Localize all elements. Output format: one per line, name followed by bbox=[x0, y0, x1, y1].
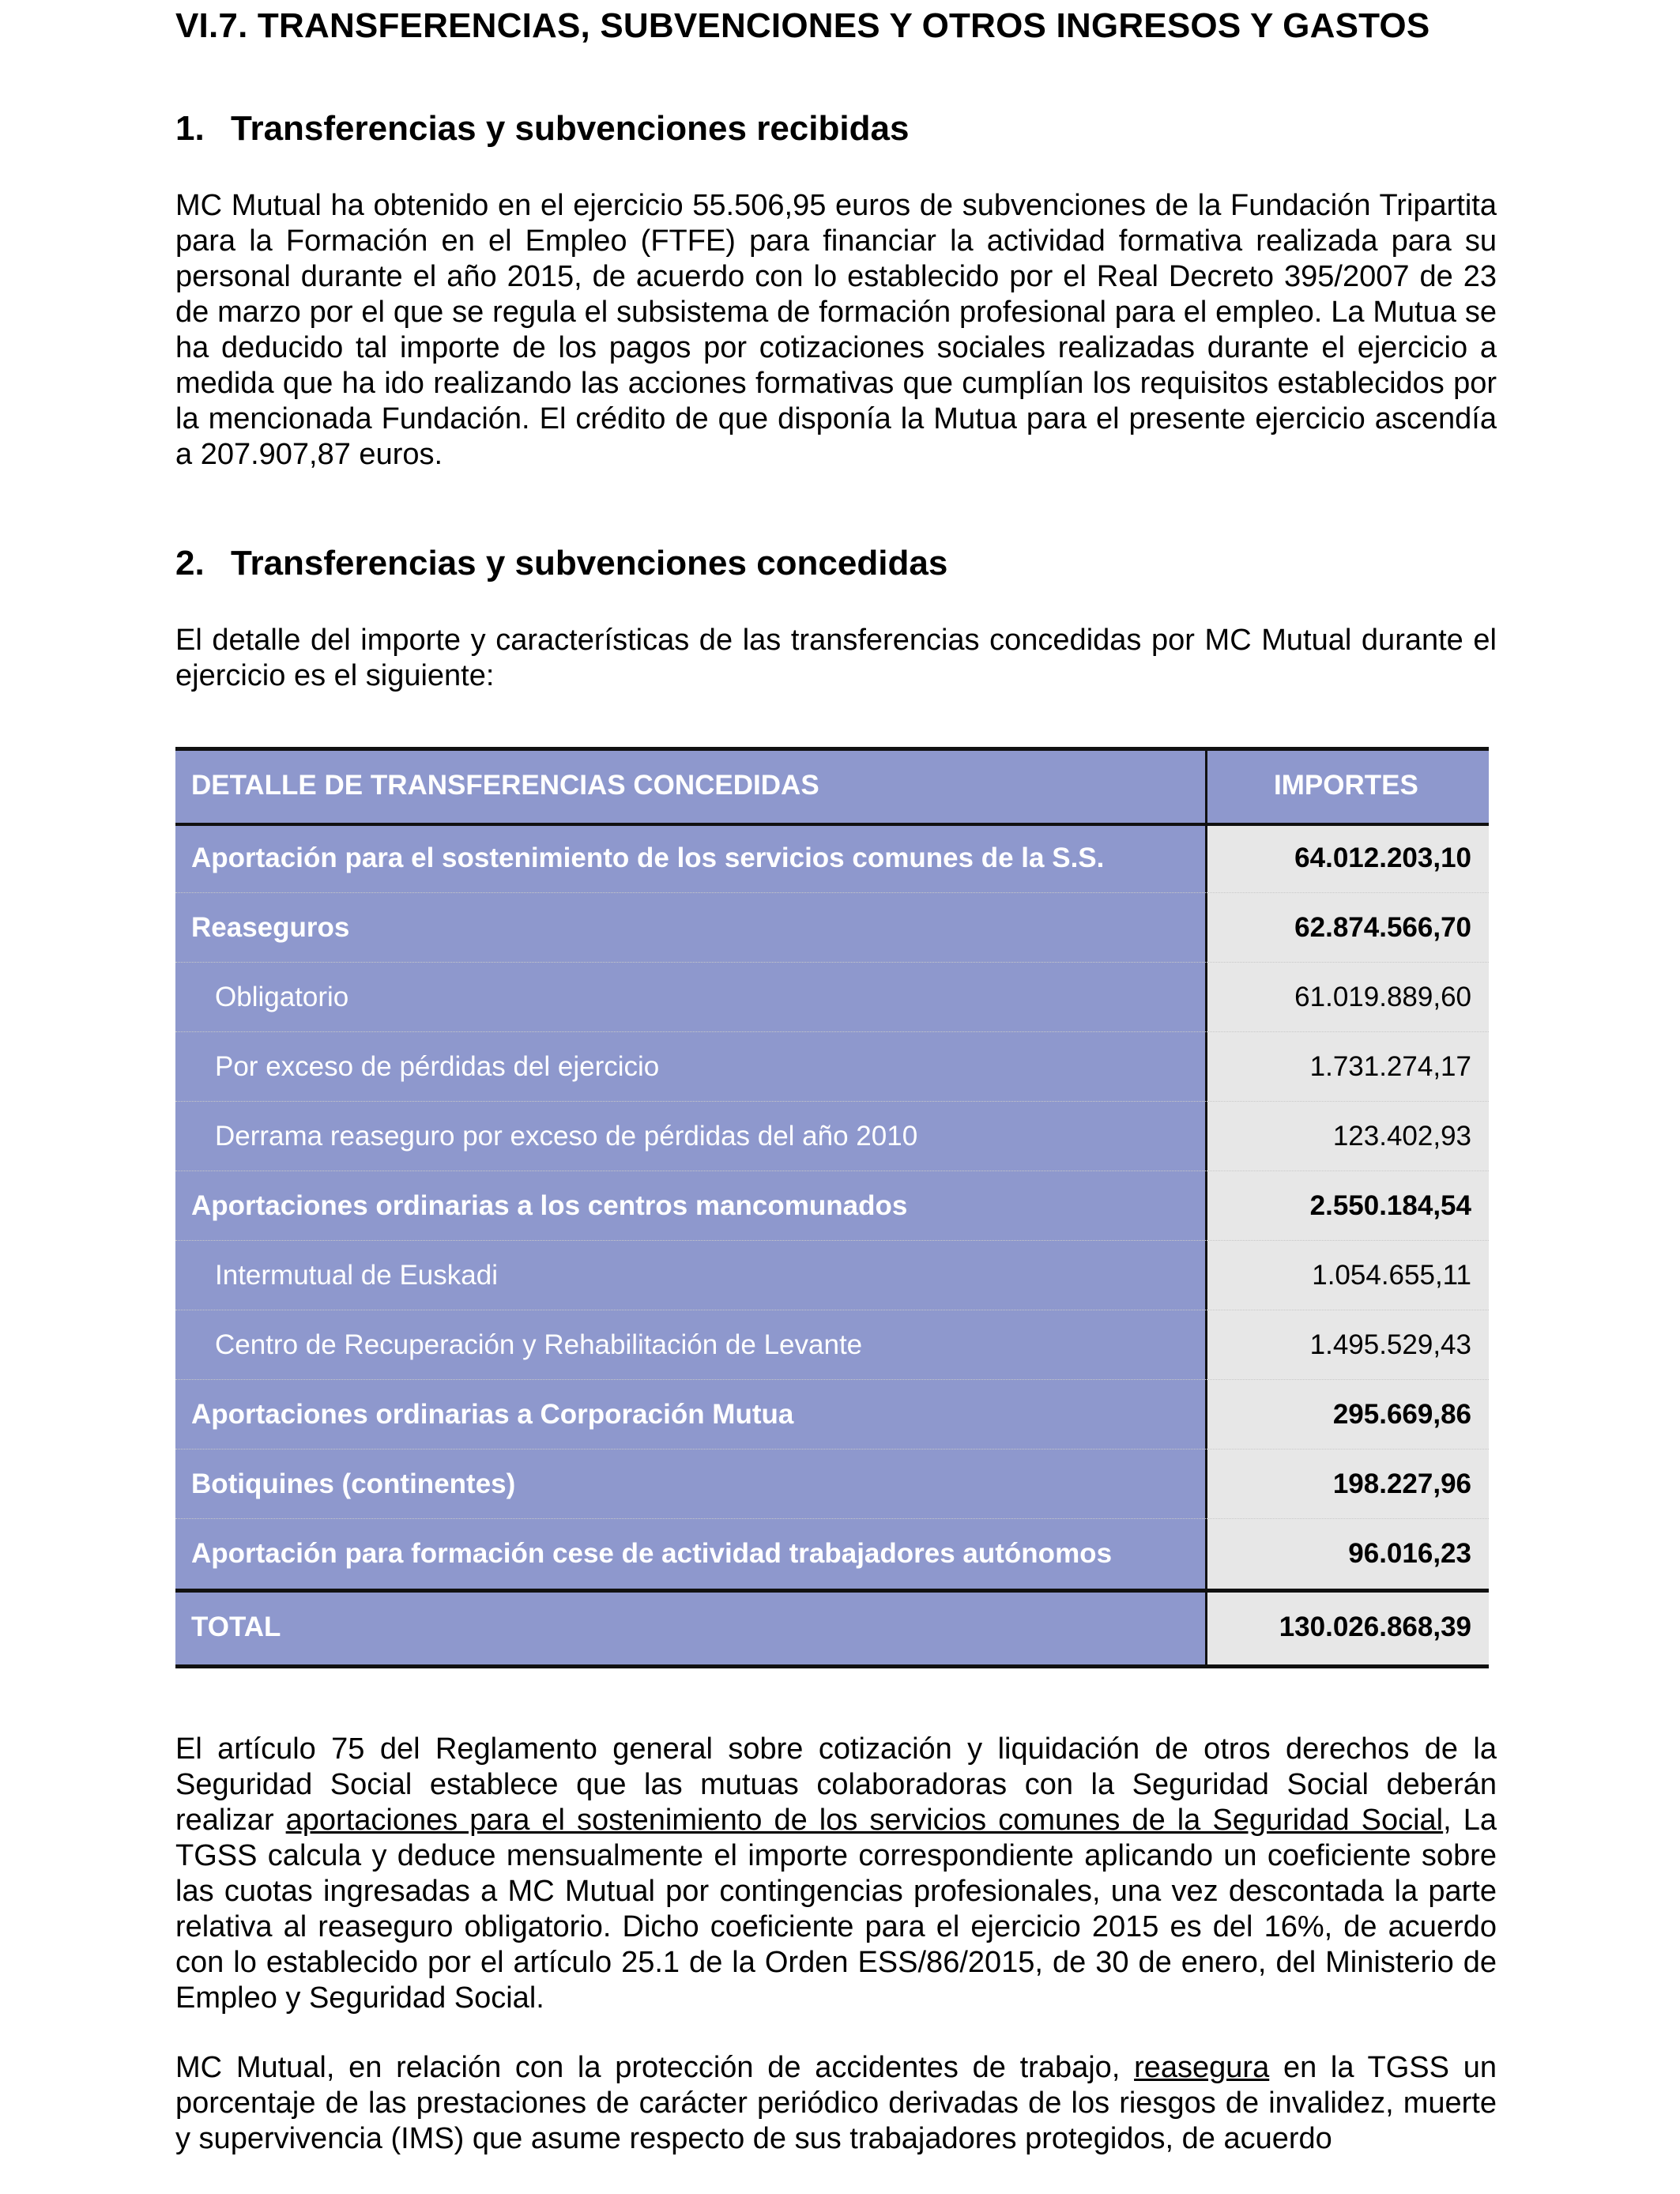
row-label: Reaseguros bbox=[175, 893, 1207, 963]
section-1-number: 1. bbox=[175, 109, 205, 148]
paragraph-reinsurance-text-2: en la TGSS un porcentaje de las prestaciones de carácter periódico derivadas de los riesgos de invalidez, muerte y supervivencia (IMS) que asume respecto de sus trabajadores protegidos, de acuerdo bbox=[175, 2051, 1497, 2155]
table-total-row bbox=[175, 1589, 1489, 1665]
table-body bbox=[175, 824, 1489, 1589]
paragraph-contributions-text-2: , La TGSS calcula y deduce mensualmente el importe correspondiente aplicando un coeficiente sobre las cuotas ingresadas a MC Mutual por contingencias profesionales, una vez descontada la parte relativa al reaseguro obligatorio. Dicho coeficiente para el ejercicio 2015 es del 16%, de acuerdo con lo establecido por el artículo 25.1 de la Orden ESS/86/2015, de 30 de enero, del Ministerio de Empleo y Seguridad Social. bbox=[175, 1804, 1497, 2015]
row-label: Derrama reaseguro por exceso de pérdidas del año 2010 bbox=[175, 1102, 1207, 1171]
row-value: 62.874.566,70 bbox=[1207, 893, 1489, 963]
section-2-title: Transferencias y subvenciones concedidas bbox=[231, 544, 948, 582]
section-1-paragraph: MC Mutual ha obtenido en el ejercicio 55.506,95 euros de subvenciones de la Fundación Tripartita para la Formación en el Empleo (FTFE) para financiar la actividad formativa realizada para su personal durante el año 2015, de acuerdo con lo establecido por el Real Decreto 395/2007 de 23 de marzo por el que se regula el subsistema de formación profesional para el empleo. La Mutua se ha deducido tal importe de los pagos por cotizaciones sociales realizadas durante el ejercicio a medida que ha ido realizando las acciones formativas que cumplían los requisitos establecidos por la mencionada Fundación. El crédito de que disponía la Mutua para el presente ejercicio ascendía a 207.907,87 euros. bbox=[175, 189, 1497, 471]
row-value: 96.016,23 bbox=[1207, 1519, 1489, 1589]
table-header-row bbox=[175, 747, 1489, 824]
row-label: Aportación para el sostenimiento de los servicios comunes de la S.S. bbox=[175, 824, 1207, 893]
section-2-number: 2. bbox=[175, 544, 205, 582]
section-2-heading bbox=[175, 544, 947, 583]
contributions-link[interactable]: aportaciones para el sostenimiento de los servicios comunes de la Seguridad Social bbox=[285, 1804, 1444, 1837]
row-value: 1.731.274,17 bbox=[1207, 1032, 1489, 1102]
table-row bbox=[175, 1449, 1489, 1519]
table-rule-header bbox=[175, 823, 1489, 826]
table-row bbox=[175, 963, 1489, 1032]
table-row bbox=[175, 1171, 1489, 1241]
row-label: Intermutual de Euskadi bbox=[175, 1241, 1207, 1310]
row-label: Centro de Recuperación y Rehabilitación de Levante bbox=[175, 1310, 1207, 1380]
paragraph-reinsurance bbox=[175, 2050, 1497, 2157]
paragraph-reinsurance-text-1: MC Mutual, en relación con la protección de accidentes de trabajo, bbox=[175, 2051, 1135, 2084]
paragraph-contributions bbox=[175, 1732, 1497, 2016]
row-value: 198.227,96 bbox=[1207, 1449, 1489, 1519]
row-value: 1.054.655,11 bbox=[1207, 1241, 1489, 1310]
row-value: 123.402,93 bbox=[1207, 1102, 1489, 1171]
page-title: VI.7. TRANSFERENCIAS, SUBVENCIONES Y OTROS INGRESOS Y GASTOS bbox=[175, 6, 1430, 45]
row-value: 295.669,86 bbox=[1207, 1380, 1489, 1449]
row-value: 61.019.889,60 bbox=[1207, 963, 1489, 1032]
total-value: 130.026.868,39 bbox=[1207, 1589, 1489, 1665]
transfers-table bbox=[175, 747, 1489, 1665]
section-1-title: Transferencias y subvenciones recibidas bbox=[231, 109, 910, 148]
table-header-amounts: IMPORTES bbox=[1207, 747, 1489, 824]
total-label: TOTAL bbox=[175, 1589, 1207, 1665]
row-label: Aportaciones ordinarias a los centros mancomunados bbox=[175, 1171, 1207, 1241]
table-row bbox=[175, 1519, 1489, 1589]
section-2-intro: El detalle del importe y características de las transferencias concedidas por MC Mutual durante el ejercicio es el siguiente: bbox=[175, 624, 1497, 692]
paragraph-contributions-text-1: El artículo 75 del Reglamento general sobre cotización y liquidación de otros derechos de la Seguridad Social establece que las mutuas colaboradoras con la Seguridad Social deberán realizar bbox=[175, 1732, 1497, 1837]
reinsurance-link[interactable]: reasegura bbox=[1134, 2051, 1270, 2084]
row-value: 64.012.203,10 bbox=[1207, 824, 1489, 893]
row-value: 1.495.529,43 bbox=[1207, 1310, 1489, 1380]
row-label: Obligatorio bbox=[175, 963, 1207, 1032]
table-row bbox=[175, 824, 1489, 893]
row-value: 2.550.184,54 bbox=[1207, 1171, 1489, 1241]
table-row bbox=[175, 1380, 1489, 1449]
table-rule-bottom bbox=[175, 1664, 1489, 1668]
table-row bbox=[175, 1032, 1489, 1102]
table-row bbox=[175, 1102, 1489, 1171]
row-label: Aportación para formación cese de actividad trabajadores autónomos bbox=[175, 1519, 1207, 1589]
table-row bbox=[175, 1310, 1489, 1380]
table-header-detail: DETALLE DE TRANSFERENCIAS CONCEDIDAS bbox=[175, 747, 1207, 824]
section-1-heading bbox=[175, 109, 909, 149]
row-label: Botiquines (continentes) bbox=[175, 1449, 1207, 1519]
table-row bbox=[175, 1241, 1489, 1310]
table-rule-total bbox=[175, 1589, 1489, 1593]
row-label: Por exceso de pérdidas del ejercicio bbox=[175, 1032, 1207, 1102]
table-rule-top bbox=[175, 747, 1489, 751]
table-row bbox=[175, 893, 1489, 963]
row-label: Aportaciones ordinarias a Corporación Mutua bbox=[175, 1380, 1207, 1449]
